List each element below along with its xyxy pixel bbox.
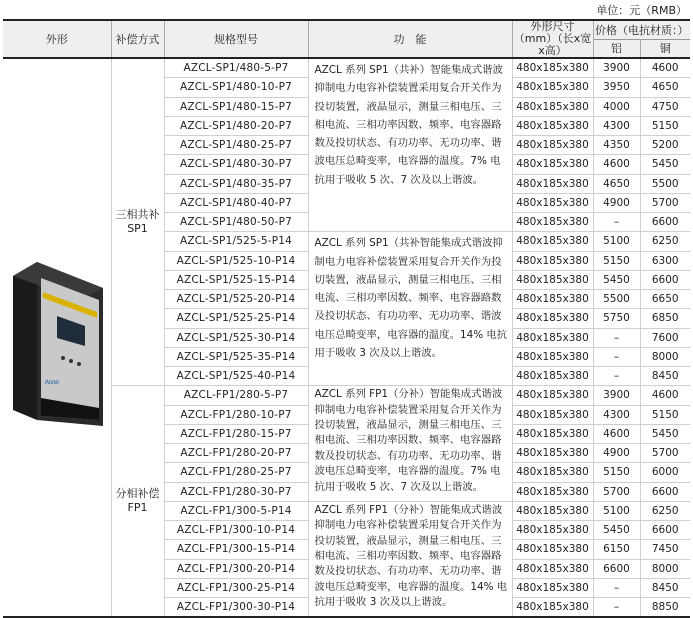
price-aluminum-cell: 5450 [593,270,640,289]
price-copper-cell: 6250 [640,501,690,520]
price-copper-cell: 6600 [640,521,690,540]
model-cell: AZCL-SP1/480-30-P7 [164,155,308,174]
dimension-cell: 480x185x380 [512,116,593,135]
model-cell: AZCL-SP1/480-5-P7 [164,58,308,78]
indicator-light [61,356,65,360]
price-copper-cell: 6250 [640,232,690,251]
price-aluminum-cell: – [593,367,640,386]
price-copper-cell: 6300 [640,251,690,270]
model-cell: AZCL-FP1/280-5-P7 [164,386,308,405]
price-copper-cell: 6000 [640,463,690,482]
price-aluminum-cell: 4300 [593,116,640,135]
dimension-cell: 480x185x380 [512,78,593,97]
indicator-light [69,359,73,363]
model-cell: AZCL-SP1/525-35-P14 [164,347,308,366]
price-aluminum-cell: 5100 [593,501,640,520]
brand-logo: Acrel [44,379,59,386]
model-cell: AZCL-SP1/480-25-P7 [164,136,308,155]
model-cell: AZCL-FP1/300-30-P14 [164,598,308,618]
model-cell: AZCL-FP1/300-20-P14 [164,559,308,578]
model-cell: AZCL-SP1/525-20-P14 [164,290,308,309]
price-aluminum-cell: 4350 [593,136,640,155]
dimension-cell: 480x185x380 [512,213,593,232]
model-cell: AZCL-FP1/280-25-P7 [164,463,308,482]
dimension-cell: 480x185x380 [512,521,593,540]
dimension-cell: 480x185x380 [512,424,593,443]
price-aluminum-cell: 4650 [593,174,640,193]
dimension-cell: 480x185x380 [512,136,593,155]
header-price: 价格（电抗材质：） [593,20,690,39]
price-copper-cell: 4650 [640,78,690,97]
dimension-cell: 480x185x380 [512,482,593,501]
price-copper-cell: 5150 [640,116,690,135]
model-cell: AZCL-SP1/480-20-P7 [164,116,308,135]
dimension-cell: 480x185x380 [512,174,593,193]
price-copper-cell: 5150 [640,405,690,424]
model-cell: AZCL-FP1/300-25-P14 [164,578,308,597]
model-cell: AZCL-SP1/525-15-P14 [164,270,308,289]
compensation-method: 分相补偿 FP1 [111,386,164,618]
product-image [7,248,107,428]
price-aluminum-cell: – [593,578,640,597]
price-table [3,19,690,618]
price-aluminum-cell: – [593,213,640,232]
header-appearance: 外形 [3,20,111,58]
model-cell: AZCL-FP1/280-10-P7 [164,405,308,424]
model-cell: AZCL-SP1/525-10-P14 [164,251,308,270]
model-cell: AZCL-FP1/280-20-P7 [164,444,308,463]
function-description: AZCL 系列 FP1（分补）智能集成式谐波抑制电力电容补偿装置采用复合开关作为投切装置，液晶显示，测量三相电压、三相电流、三相功率因数、频率、电容器路数及投切状态、有功功率、无功功率、谐波电压总畸变率，电容器的温度。7% 电抗用于吸收 5 次、7 次及以上谐波。 [308,386,512,502]
model-cell: AZCL-SP1/480-35-P7 [164,174,308,193]
price-copper-cell: 8000 [640,347,690,366]
price-aluminum-cell: – [593,598,640,618]
model-cell: AZCL-SP1/480-40-P7 [164,193,308,212]
price-aluminum-cell: 5150 [593,251,640,270]
price-aluminum-cell: 4900 [593,444,640,463]
dimension-cell: 480x185x380 [512,463,593,482]
price-copper-cell: 5700 [640,444,690,463]
dimension-cell: 480x185x380 [512,578,593,597]
dimension-cell: 480x185x380 [512,309,593,328]
price-aluminum-cell: 5450 [593,521,640,540]
dimension-cell: 480x185x380 [512,386,593,405]
price-aluminum-cell: 6150 [593,540,640,559]
price-copper-cell: 6600 [640,213,690,232]
compensation-method: 三相共补 SP1 [111,58,164,386]
dimension-cell: 480x185x380 [512,193,593,212]
dimension-cell: 480x185x380 [512,405,593,424]
dimension-cell: 480x185x380 [512,232,593,251]
price-aluminum-cell: 5150 [593,463,640,482]
header-method: 补偿方式 [111,20,164,58]
dimension-cell: 480x185x380 [512,251,593,270]
function-description: AZCL 系列 SP1（共补智能集成式谐波抑制电力电容补偿装置采用复合开关作为投切装置，液晶显示，测量三相电压、三相电流、三相功率因数、频率、电容器路数及投切状态、有功功率、无功功率、谐波电压总畸变率，电容器的温度。14% 电抗用于吸收 3 次及以上谐波。 [308,232,512,386]
price-aluminum-cell: 4600 [593,424,640,443]
price-copper-cell: 4600 [640,58,690,78]
function-description: AZCL 系列 FP1（分补）智能集成式谐波抑制电力电容补偿装置采用复合开关作为投切装置，液晶显示，测量三相电压、三相电流、三相功率因数、频率、电容器路数及投切状态、有功功率、无功功率、谐波电压总畸变率，电容器的温度。14% 电抗用于吸收 3 次及以上谐波。 [308,501,512,617]
dimension-cell: 480x185x380 [512,270,593,289]
price-copper-cell: 4600 [640,386,690,405]
dimension-cell: 480x185x380 [512,367,593,386]
price-copper-cell: 8450 [640,367,690,386]
price-copper-cell: 5700 [640,193,690,212]
model-cell: AZCL-SP1/480-50-P7 [164,213,308,232]
header-function: 功 能 [308,20,512,58]
price-aluminum-cell: 5100 [593,232,640,251]
model-cell: AZCL-SP1/480-10-P7 [164,78,308,97]
cabinet-side [13,262,37,420]
price-aluminum-cell: 4300 [593,405,640,424]
header-model: 规格型号 [164,20,308,58]
model-cell: AZCL-FP1/280-30-P7 [164,482,308,501]
price-aluminum-cell: 3900 [593,386,640,405]
price-aluminum-cell: 4600 [593,155,640,174]
model-cell: AZCL-SP1/525-25-P14 [164,309,308,328]
model-cell: AZCL-FP1/300-15-P14 [164,540,308,559]
price-copper-cell: 5500 [640,174,690,193]
price-copper-cell: 6850 [640,309,690,328]
price-copper-cell: 8850 [640,598,690,618]
price-copper-cell: 6650 [640,290,690,309]
model-cell: AZCL-SP1/525-5-P14 [164,232,308,251]
header-aluminum: 铝 [593,39,640,58]
function-description: AZCL 系列 SP1（共补）智能集成式谐波抑制电力电容补偿装置采用复合开关作为投切装置，液晶显示，测量三相电压、三相电流、三相功率因数、频率、电容器路数及投切状态、有功功率、无功功率、谐波电压总畸变率，电容器的温度。7% 电抗用于吸收 5 次、7 次及以上谐波。 [308,58,512,232]
unit-label: 单位：元（RMB） [596,4,687,17]
price-copper-cell: 4750 [640,97,690,116]
price-copper-cell: 7600 [640,328,690,347]
price-aluminum-cell: – [593,347,640,366]
price-copper-cell: 6600 [640,482,690,501]
price-aluminum-cell: 5500 [593,290,640,309]
model-cell: AZCL-SP1/480-15-P7 [164,97,308,116]
dimension-cell: 480x185x380 [512,58,593,78]
indicator-light [77,362,81,366]
dimension-cell: 480x185x380 [512,155,593,174]
price-aluminum-cell: 6600 [593,559,640,578]
dimension-cell: 480x185x380 [512,97,593,116]
price-copper-cell: 8000 [640,559,690,578]
product-image-cell [3,58,111,617]
header-copper: 铜 [640,39,690,58]
model-cell: AZCL-FP1/300-10-P14 [164,521,308,540]
price-copper-cell: 6600 [640,270,690,289]
dimension-cell: 480x185x380 [512,328,593,347]
price-aluminum-cell: 5750 [593,309,640,328]
model-cell: AZCL-SP1/525-30-P14 [164,328,308,347]
price-copper-cell: 8450 [640,578,690,597]
dimension-cell: 480x185x380 [512,501,593,520]
dimension-cell: 480x185x380 [512,598,593,618]
price-aluminum-cell: 3950 [593,78,640,97]
header-dimension-text: 外形尺寸（mm）（长x宽x高） [513,20,592,57]
table-row [3,58,690,78]
price-aluminum-cell: – [593,328,640,347]
dimension-cell: 480x185x380 [512,290,593,309]
dimension-cell: 480x185x380 [512,540,593,559]
dimension-cell: 480x185x380 [512,347,593,366]
dimension-cell: 480x185x380 [512,444,593,463]
price-copper-cell: 5450 [640,155,690,174]
price-copper-cell: 5450 [640,424,690,443]
model-cell: AZCL-SP1/525-40-P14 [164,367,308,386]
price-aluminum-cell: 5700 [593,482,640,501]
model-cell: AZCL-FP1/280-15-P7 [164,424,308,443]
price-aluminum-cell: 4900 [593,193,640,212]
price-aluminum-cell: 4000 [593,97,640,116]
model-cell: AZCL-FP1/300-5-P14 [164,501,308,520]
price-aluminum-cell: 3900 [593,58,640,78]
dimension-cell: 480x185x380 [512,559,593,578]
price-copper-cell: 5200 [640,136,690,155]
header-dimension [512,20,593,58]
price-copper-cell: 7450 [640,540,690,559]
